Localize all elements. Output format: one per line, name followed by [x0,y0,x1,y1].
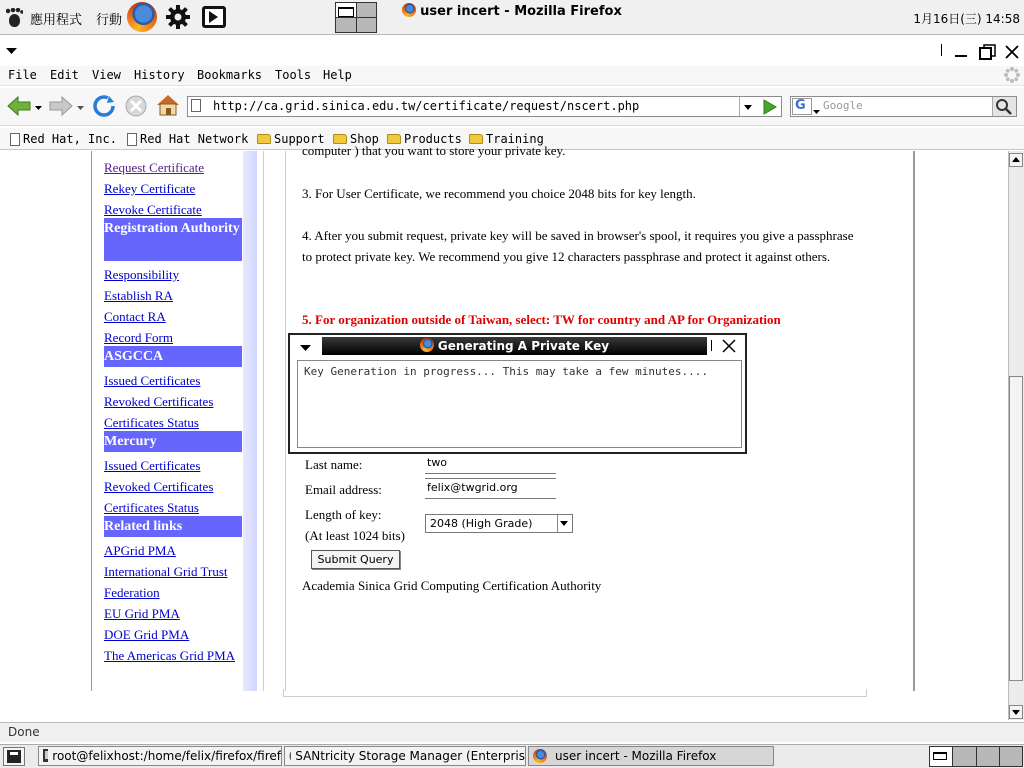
throbber-icon [1004,67,1020,86]
window-title-text: user incert - Mozilla Firefox [420,4,622,19]
menu-view[interactable]: View [92,68,121,82]
firefox-icon [533,749,547,763]
main-inner-border [285,151,286,691]
nav-shade [243,151,257,691]
nav-link-revoked-certificates-2[interactable]: Revoked Certificates [104,479,214,494]
para-4: 4. After you submit request, private key will be saved in browser's spool, it requires you give a passphrase to protect private key. We recommend you give 12 characters passphrase and protect it against others. [302,228,854,264]
dialog-title: Generating A Private Key [437,339,610,353]
folder-icon [257,134,271,144]
lastname-label: Last name: [305,457,363,472]
bookmark-label: Red Hat Network [140,132,249,146]
menu-edit[interactable]: Edit [50,68,79,82]
task-terminal[interactable] [38,746,282,766]
nav-link-doe-grid-pma[interactable]: DOE Grid PMA [104,627,190,642]
email-label: Email address: [305,482,382,497]
firefox-icon [402,3,416,17]
nav-link-revoked-certificates[interactable]: Revoked Certificates [104,394,214,409]
bookmark-redhat-network[interactable] [127,132,248,146]
menu-help[interactable]: Help [323,68,352,82]
stop-icon[interactable] [124,94,148,121]
task-label: user incert - Mozilla Firefox [555,749,717,763]
nav-link-establish-ra[interactable]: Establish RA [104,288,173,303]
show-desktop-icon[interactable] [3,747,25,766]
nav-link-record-form[interactable]: Record Form [104,330,173,345]
bookmark-redhat-inc[interactable] [10,132,117,146]
page-icon [10,133,20,146]
search-button-icon[interactable] [992,97,1016,116]
nav-link-eu-grid-pma[interactable]: EU Grid PMA [104,606,180,621]
nav-link-responsibility[interactable]: Responsibility [104,267,180,282]
main-bottom-border [283,689,867,697]
menu-bar [0,66,1024,86]
nav-link-revoke-certificate[interactable]: Revoke Certificate [104,202,202,217]
maximize-icon[interactable] [979,44,997,63]
forward-history-icon[interactable] [77,101,85,115]
partial-line-text: computer ) that you want to store your private key. [302,143,566,158]
partial-line [302,140,862,160]
dialog-menu-icon[interactable] [300,341,312,355]
nav-link-contact-ra[interactable]: Contact RA [104,309,166,324]
email-field[interactable] [425,478,556,499]
task-santricity[interactable] [284,746,526,766]
nav-heading-mercury: Mercury [104,431,242,452]
page-icon [191,99,201,115]
window-menu-icon[interactable] [6,44,18,58]
keylen-label: Length of key: [305,507,382,522]
keylen-value: 2048 (High Grade) [430,517,533,530]
workspace-2[interactable] [953,747,975,766]
reload-icon[interactable] [92,94,116,121]
submit-button[interactable]: Submit Query [311,550,400,569]
bookmark-label: Red Hat, Inc. [23,132,117,146]
nav-link-certificates-status[interactable]: Certificates Status [104,415,199,430]
nav-heading-registration-authority: Registration Authority [104,218,242,261]
title-separator [941,44,943,56]
nav-heading-asgcca: ASGCCA [104,346,242,367]
workspace-1[interactable] [930,747,952,766]
footer-text: Academia Sinica Grid Computing Certification Authority [302,578,602,593]
dialog-titlebar[interactable] [322,337,707,355]
go-icon[interactable] [760,97,780,120]
home-icon[interactable] [155,93,181,120]
para-5: 5. For organization outside of Taiwan, select: TW for country and AP for Organization [302,312,781,327]
task-firefox[interactable] [528,746,774,766]
applications-menu[interactable]: 應用程式 [30,12,83,28]
forward-icon[interactable] [48,95,74,120]
minimize-icon[interactable] [953,45,969,62]
url-text[interactable]: http://ca.grid.sinica.edu.tw/certificate/request/nscert.php [213,99,640,113]
bookmark-label: Shop [350,132,379,146]
page-icon [127,133,137,146]
bottom-workspace-switcher[interactable] [929,746,1023,767]
nav-heading-related-links: Related links [104,516,242,537]
nav-link-issued-certificates[interactable]: Issued Certificates [104,373,201,388]
back-history-icon[interactable] [35,101,43,115]
chevron-down-icon [557,515,570,532]
task-label: SANtricity Storage Manager (Enterpris [295,749,525,763]
status-text: Done [8,725,40,739]
search-placeholder[interactable]: Google [823,99,863,112]
workspace-4[interactable] [357,18,377,32]
scroll-thumb[interactable] [1009,376,1023,681]
close-icon[interactable] [1004,44,1020,63]
email-value: felix@twgrid.org [427,481,518,494]
globe-icon [289,748,291,764]
workspace-3[interactable] [336,18,356,32]
keylen-select[interactable] [425,514,573,533]
window-title [0,3,1024,19]
bookmark-label: Support [274,132,325,146]
window-titlebar[interactable] [0,40,1024,62]
menu-history[interactable]: History [134,68,185,82]
scroll-up-icon[interactable] [1009,153,1023,167]
workspace-3[interactable] [977,747,999,766]
workspace-4[interactable] [1000,747,1022,766]
nav-link-request-certificate[interactable]: Request Certificate [104,160,204,175]
actions-menu[interactable]: 行動 [96,12,123,28]
keylen-hint: (At least 1024 bits) [305,528,406,543]
dialog-close-icon[interactable] [721,338,737,357]
dialog-message: Key Generation in progress... This may take a few minutes.... [304,365,708,378]
nav-link-americas-grid-pma[interactable]: The Americas Grid PMA [104,648,236,663]
url-dropdown-icon[interactable] [739,97,756,116]
menu-bookmarks[interactable]: Bookmarks [197,68,263,82]
back-icon[interactable] [6,95,32,120]
nav-link-apgrid-pma[interactable]: APGrid PMA [104,543,176,558]
task-label: root@felixhost:/home/felix/firefox/firef [52,749,281,763]
lastname-field[interactable] [425,453,556,474]
bookmark-label: Training [486,132,544,146]
panel-clock[interactable]: 1月16日(三) 14:58 [913,12,1020,26]
scroll-down-icon[interactable] [1009,705,1023,719]
para-3: 3. For User Certificate, we recommend you choice 2048 bits for key length. [302,186,696,201]
dialog-title-separator [711,340,713,351]
firefox-icon [420,338,434,352]
nav-link-rekey-certificate[interactable]: Rekey Certificate [104,181,196,196]
bookmark-label: Products [404,132,462,146]
menu-file[interactable]: File [8,68,37,82]
menu-tools[interactable]: Tools [275,68,312,82]
status-bar [0,722,1024,742]
nav-link-issued-certificates-2[interactable]: Issued Certificates [104,458,201,473]
terminal-icon [43,749,48,763]
search-engine-dropdown-icon[interactable] [813,104,820,118]
search-engine-icon[interactable]: G [792,98,812,115]
nav-link-igtf[interactable]: International Grid Trust Federation [104,564,228,600]
nav-link-certificates-status-2[interactable]: Certificates Status [104,500,199,515]
lastname-value: two [427,456,448,469]
